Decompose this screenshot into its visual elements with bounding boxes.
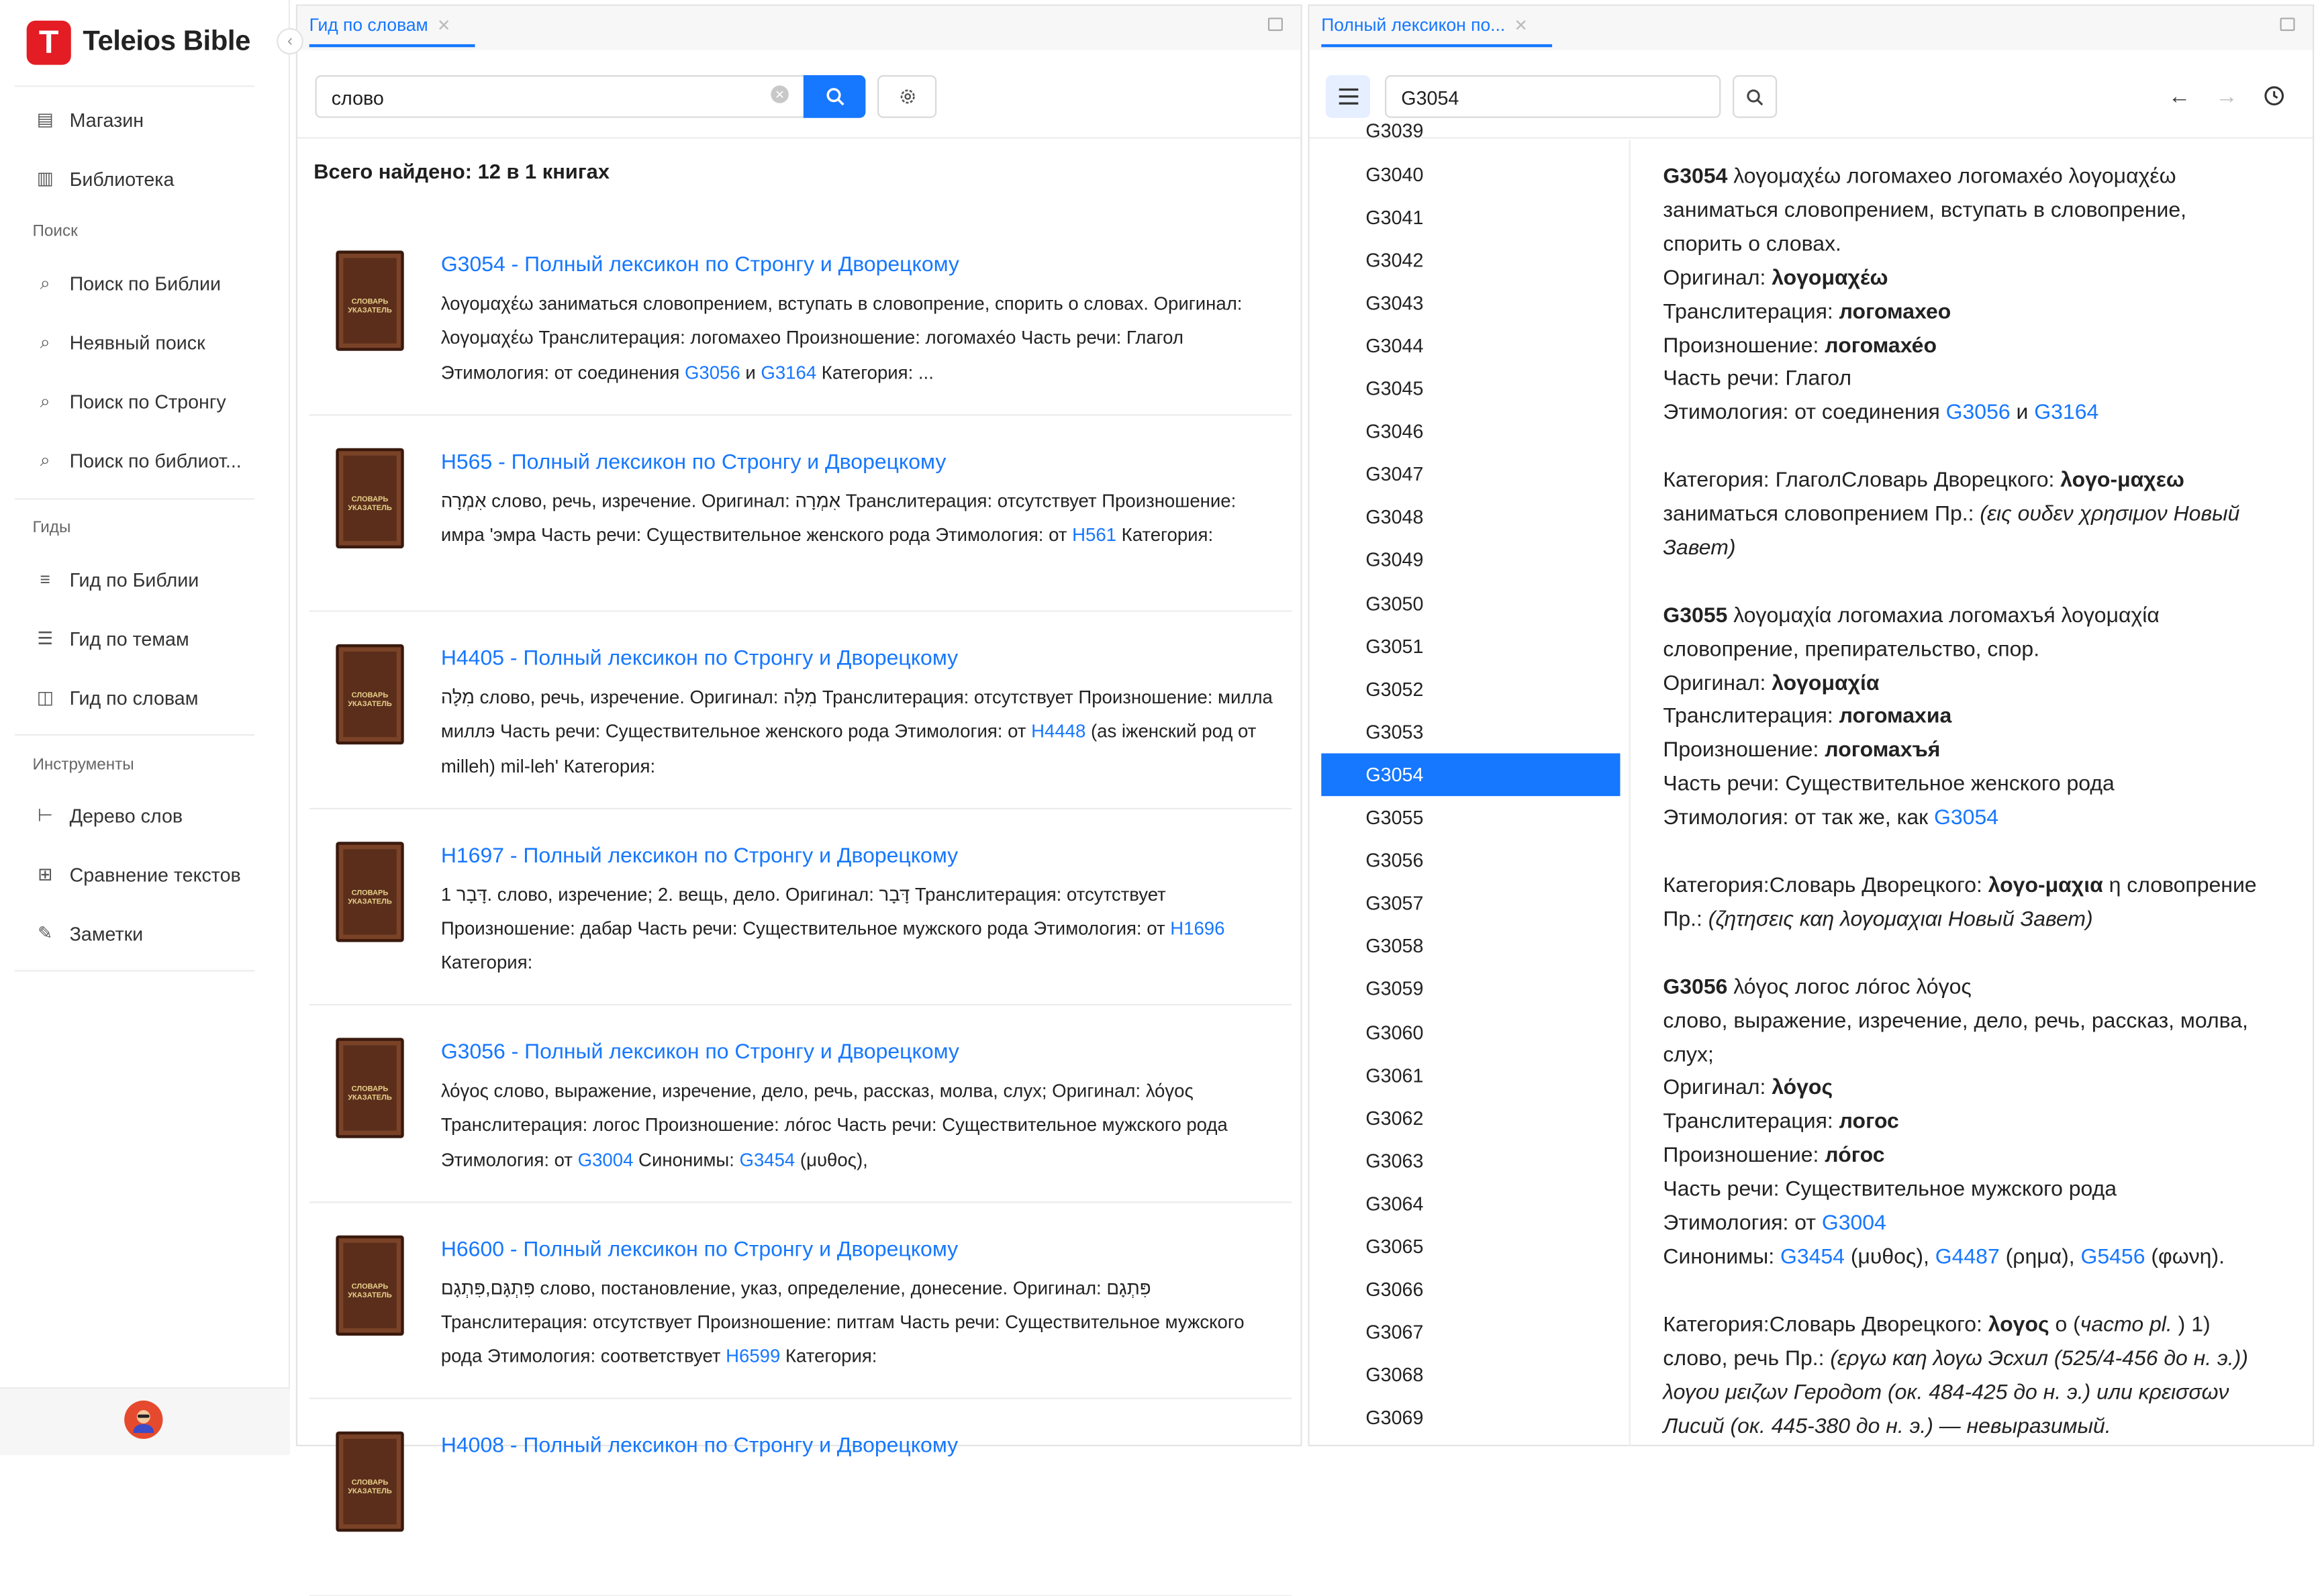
entry-line [1663,768,2292,802]
code-list-item[interactable]: G3057 [1365,892,1424,915]
entry-text: Этимология: от соединения [1663,401,1946,426]
entry-line [1663,1377,2292,1410]
code-list-item-selected[interactable]: G3054 [1321,753,1620,796]
sidebar-item-compare[interactable] [36,858,241,890]
entry-text: спорить о словах. [1663,232,1841,256]
entry-line [1663,499,2292,532]
menu-icon [1339,89,1358,105]
result-snippet: 1 דָּבָר. слово, изречение; 2. вещь, дело. Оригинал: דָּבָר Транслитерация: отсутствует Произношение: дабар Часть речи: Существительное мужского рода Этимология: от H1696 Категория: [440,883,1225,973]
lexicon-entry [1663,160,2292,566]
entry-line [1663,532,2292,566]
code-list-item[interactable]: G3058 [1365,935,1424,958]
entry-bold-text: λόγος [1772,1077,1833,1101]
sidebar-item-bible-search[interactable] [36,267,221,299]
result-item[interactable] [309,612,1292,809]
strong-ref-link[interactable]: H6599 [726,1346,781,1367]
strong-code-input[interactable]: G3054 [1385,75,1721,118]
sidebar-item-library-search[interactable] [36,444,242,476]
entry-italic-text: Завет) [1663,536,1736,560]
result-item[interactable] [309,1399,1292,1596]
entry-text: λόγος логос ло́гос λόγος [1727,975,1972,999]
result-title-link[interactable]: H6600 - Полный лексикон по Стронгу и Дворецкому [440,1238,959,1262]
sidebar-divider [15,970,254,971]
code-list-item[interactable]: G3042 [1365,248,1424,271]
notes-icon: ✎ [38,923,53,944]
code-list-item[interactable]: G3052 [1365,677,1424,700]
book-cover-title: СЛОВАРЬ УКАЗАТЕЛЬ [348,1085,392,1103]
strong-ref-link[interactable]: H1696 [1170,918,1225,939]
entry-line [1663,1342,2292,1376]
sidebar-divider [15,85,254,87]
entry-bold-text: логос [1839,1110,1899,1134]
entry-bold-text: λογο-μαχεω [2060,468,2184,493]
entry-text: Произношение: [1663,334,1825,358]
book-cover-title: СЛОВАРЬ УКАЗАТЕЛЬ [348,1479,392,1497]
entry-bold-text: логомахео [1839,300,1951,324]
code-list-item[interactable]: G3068 [1365,1364,1424,1387]
entry-text: Произношение: [1663,739,1825,763]
tab-bar [1310,6,2313,50]
entry-text: Категория:Словарь Дворецкого: [1663,1313,1988,1337]
code-list-item[interactable]: G3049 [1365,548,1424,571]
close-icon[interactable]: ✕ [436,17,451,36]
code-list-item[interactable]: G3039 [1365,119,1424,142]
lexicon-panel [1308,5,2314,1446]
lexicon-definition [1663,160,2292,1443]
code-list-item[interactable]: G3051 [1365,634,1424,657]
entry-gap [1663,566,2292,599]
sidebar-heading-guides: Гиды [32,519,71,537]
settings-button[interactable] [877,75,936,118]
logo-mark-icon: T [27,21,71,65]
result-title-link[interactable]: H4008 - Полный лексикон по Стронгу и Дворецкому [440,1434,959,1458]
bible-guide-icon: ≡ [40,568,50,590]
entry-text: слово, речь Пр.: [1663,1347,1831,1371]
sidebar-item-label: Сравнение текстов [69,863,241,886]
entry-bold-text: логомахиа [1839,705,1952,730]
sidebar-heading-search: Поиск [32,222,78,241]
sidebar-item-bible-guide[interactable] [36,563,199,595]
sidebar-divider [15,734,254,736]
entry-text: Транслитерация: [1663,705,1839,730]
strong-code-list [1310,119,1631,1446]
word-guide-panel [296,5,1302,1497]
entry-line [1663,1309,2292,1342]
compare-icon: ⊞ [38,864,53,885]
code-list-item[interactable]: G3061 [1365,1064,1424,1087]
code-list-item[interactable]: G3063 [1365,1149,1424,1172]
entry-line [1663,667,2292,701]
entry-text: Категория:Словарь Дворецкого: [1663,874,1988,898]
user-avatar-icon[interactable] [124,1401,162,1439]
code-list-item[interactable]: G3059 [1365,978,1424,1001]
entry-line [1663,1174,2292,1207]
entry-bold-text: λογομαχέω [1772,266,1888,291]
code-list-item[interactable]: G3043 [1365,291,1424,314]
result-snippet: λογομαχέω заниматься словопрением, вступать в словопрение, спорить о словах. Оригинал: λογομαχέω Транслитерация: логомахео Произношение: логомахе́о Часть речи: Глагол Этимология: от соединения G3056 и G3164 Категория: ... [440,293,1243,383]
sidebar-item-label: Неявный поиск [69,331,205,354]
entry-line [1663,330,2292,363]
chevron-left-icon: ‹ [287,32,293,50]
entry-text: (ρημα), [1999,1246,2081,1270]
entry-italic-text: часто pl. [2080,1313,2172,1337]
code-list-item[interactable]: G3050 [1365,591,1424,614]
word-guide-icon: ◫ [36,687,54,708]
entry-text: заниматься словопрением, вступать в словопрение, [1663,199,2187,223]
code-list-item[interactable]: G3067 [1365,1321,1424,1344]
sidebar [0,0,290,1455]
entry-text: Часть речи: Существительное мужского рода [1663,1178,2117,1202]
store-icon: ▤ [36,109,54,130]
sidebar-item-label: Библиотека [69,167,175,190]
sidebar-item-store[interactable] [36,103,144,136]
book-cover-image [336,250,403,350]
entry-bold-text: логомахъя́ [1825,739,1941,763]
library-search-icon: ⌕ [40,448,50,470]
result-snippet: מִלָּה слово, речь, изречение. Оригинал: מִלָּה Транслитерация: отсутствует Произношение: милла миллэ Часть речи: Существительное женского рода Этимология: от H4448 (as iженский род от milleh) mil-leh' Категория: [440,687,1273,777]
entry-text: Транслитерация: [1663,1110,1839,1134]
result-title-link[interactable]: H565 - Полный лексикон по Стронгу и Дворецкому [440,450,947,475]
sidebar-divider [15,498,254,499]
word-tree-icon: ⊢ [37,805,53,826]
entry-line [1663,1039,2292,1073]
entry-text: Часть речи: Глагол [1663,367,1852,392]
book-cover-image [336,448,403,548]
entry-line [1663,1073,2292,1106]
entry-bold-text: λογος [1988,1313,2049,1337]
results-count: Всего найдено: 12 в 1 книгах [313,159,610,183]
entry-line [1663,262,2292,295]
entry-text: ο ( [2049,1313,2080,1337]
search-icon [825,87,844,107]
book-cover-image [336,644,403,744]
strong-ref-link[interactable]: H4448 [1031,721,1086,742]
sidebar-item-label: Поиск по Библии [69,272,222,295]
entry-text: заниматься словопрением Пр.: [1663,503,1980,527]
bible-search-icon: ⌕ [40,272,50,293]
entry-line [1663,160,2292,194]
strong-ref-link[interactable]: G3164 [2034,401,2099,426]
sidebar-item-label: Гид по словам [69,686,199,709]
entry-italic-text: (εις ουδεν χρησιμον Новый [1980,503,2240,527]
lexicon-entry [1663,600,2292,938]
entry-italic-text: Лисий (ок. 445-380 до н. э.) — невыразимый. [1663,1414,2111,1438]
entry-line [1663,1275,2292,1309]
sidebar-item-notes[interactable] [36,917,143,949]
tab-label: Полный лексикон по... [1321,14,1506,36]
result-item[interactable] [309,218,1292,415]
entry-line [1663,870,2292,903]
entry-text: η словопрение [2102,874,2257,898]
entry-line [1663,903,2292,937]
topic-guide-icon: ☰ [37,628,54,649]
result-snippet: אִמְרָה слово, речь, изречение. Оригинал: אִמְרָה Транслитерация: отсутствует Произношение: имра 'эмра Часть речи: Существительное женского рода Этимология: от H561 Категория: [440,490,1237,546]
result-title-link[interactable]: G3056 - Полный лексикон по Стронгу и Дворецкому [440,1040,959,1064]
strong-ref-link[interactable]: G3056 [1945,401,2011,426]
entry-text: λογομαχία логомахиа логомахъя́ λογομαχία [1727,604,2160,628]
sidebar-item-word-guide[interactable] [36,681,199,713]
entry-text: Оригинал: [1663,671,1772,695]
code-list-item[interactable]: G3048 [1365,506,1424,529]
entry-text: (φωνη). [2145,1246,2225,1270]
entry-text: и [2010,401,2035,426]
strong-ref-link[interactable]: G4487 [1935,1246,2000,1270]
book-cover-title: СЛОВАРЬ УКАЗАТЕЛЬ [348,888,392,906]
entry-line [1663,600,2292,634]
result-title-link[interactable]: G3054 - Полный лексикон по Стронгу и Дворецкому [440,253,959,277]
result-item[interactable] [309,415,1292,611]
strong-ref-link[interactable]: G3004 [1821,1211,1886,1236]
sidebar-item-label: Гид по Библии [69,568,199,591]
app-logo[interactable] [27,21,250,65]
entry-line [1663,431,2292,464]
code-search-button[interactable] [1733,75,1777,118]
code-list-item[interactable]: G3056 [1365,849,1424,872]
tab-lexicon[interactable] [1321,15,1551,47]
entry-line [1663,195,2292,228]
code-list-item[interactable]: G3041 [1365,205,1424,228]
search-icon [1746,88,1763,105]
entry-text: Категория: ГлаголСловарь Дворецкого: [1663,468,2061,493]
gear-icon [898,87,917,107]
strong-ref-link[interactable]: G5456 [2080,1246,2145,1270]
sidebar-item-label: Поиск по Стронгу [69,390,226,412]
sidebar-item-library[interactable] [36,162,174,195]
entry-line [1663,701,2292,734]
code-list-item[interactable]: G3066 [1365,1278,1424,1301]
entry-italic-text: (ζητησεις καη λογομαχιαι Новый Завет) [1708,907,2093,932]
entry-text: ) 1) [2172,1313,2211,1337]
entry-line [1663,363,2292,397]
result-item[interactable] [309,1005,1292,1202]
sidebar-item-label: Магазин [69,108,144,131]
entry-line [1663,836,2292,870]
entry-text: Произношение: [1663,1144,1825,1168]
entry-line [1663,228,2292,262]
sidebar-heading-tools: Инструменты [32,756,134,775]
entry-text: слух; [1663,1043,1714,1067]
strong-ref-link[interactable]: H561 [1072,524,1116,546]
entry-text: λογομαχέω логомахео логомахе́о λογομαχέω [1727,165,2176,189]
code-list-item[interactable]: G3045 [1365,377,1424,400]
results-list [309,218,1292,1596]
search-toolbar [297,50,1300,139]
strong-ref-link[interactable]: G3454 [1780,1246,1845,1270]
entry-bold-text: логомахе́о [1825,334,1937,358]
code-list-item[interactable]: G3060 [1365,1021,1424,1044]
sidebar-item-label: Гид по темам [69,627,189,650]
entry-text: Этимология: от так же, как [1663,806,1935,831]
book-cover-image [336,1038,403,1138]
entry-text: Оригинал: [1663,266,1772,291]
strong-ref-link[interactable]: G3054 [1934,806,1999,831]
entry-line [1663,802,2292,836]
tab-label: Гид по словам [309,14,428,36]
clear-icon[interactable]: ✕ [771,85,788,103]
sidebar-item-strong-search[interactable] [36,385,226,417]
entry-italic-text: (εργω καη λογω Эсхил (525/4-456 до н. э.)) [1830,1347,2248,1371]
entry-gap [1663,938,2292,971]
entry-text: словопрение, препирательство, спор. [1663,638,2040,662]
entry-text: (μυθος), [1844,1246,1935,1270]
book-cover-title: СЛОВАРЬ УКАЗАТЕЛЬ [348,1281,392,1300]
search-button[interactable] [804,75,866,118]
sidebar-item-fuzzy-search[interactable] [36,326,205,358]
strong-ref-link[interactable]: G3454 [739,1149,795,1170]
strong-ref-link[interactable]: G3164 [761,362,817,383]
code-list-item[interactable]: G3064 [1365,1192,1424,1215]
collapse-sidebar-button[interactable] [277,28,303,55]
book-cover-image [336,1235,403,1335]
entry-text: слово, выражение, изречение, дело, речь, рассказ, молва, [1663,1009,2248,1033]
tab-word-guide[interactable] [309,15,475,47]
sidebar-item-label: Заметки [69,921,144,944]
result-item[interactable] [309,809,1292,1005]
maximize-icon[interactable] [2280,17,2295,31]
sidebar-item-label: Дерево слов [69,804,183,827]
book-cover-title: СЛОВАРЬ УКАЗАТЕЛЬ [348,494,392,513]
code-list-item[interactable]: G3040 [1365,162,1424,185]
entry-line [1663,1140,2292,1174]
maximize-icon[interactable] [1268,17,1283,31]
result-snippet: λόγος слово, выражение, изречение, дело, речь, рассказ, молва, слух; Оригинал: λόγος Транслитерация: логос Произношение: ло́гос Часть речи: Существительное мужского рода Этимология: от G3004 Синонимы: G3454 (μυθος), [440,1081,1228,1170]
entry-line [1663,397,2292,431]
entry-italic-text: λογου μειζων Геродот (ок. 484-425 до н. э.) или κρεισσων [1663,1381,2229,1405]
result-title-link[interactable]: H1697 - Полный лексикон по Стронгу и Дворецкому [440,844,959,868]
result-title-link[interactable]: H4405 - Полный лексикон по Стронгу и Дворецкому [440,647,959,671]
code-list-item[interactable]: G3065 [1365,1235,1424,1258]
entry-text: Синонимы: [1663,1246,1780,1270]
code-list-item[interactable]: G3047 [1365,463,1424,486]
sidebar-item-label: Поиск по библиот... [69,448,242,471]
entry-text: Оригинал: [1663,1077,1772,1101]
entry-text: Транслитерация: [1663,300,1839,324]
entry-bold-text: G3055 [1663,604,1728,628]
book-cover-image [336,841,403,941]
entry-text: Пр.: [1663,907,1708,932]
entry-line [1663,735,2292,768]
search-input[interactable]: слово [315,75,803,118]
close-icon[interactable]: ✕ [1514,17,1528,36]
entry-line [1663,1410,2292,1444]
book-cover-title: СЛОВАРЬ УКАЗАТЕЛЬ [348,691,392,709]
forward-arrow-icon[interactable]: → [2215,83,2238,109]
entry-text: Часть речи: Существительное женского рода [1663,772,2115,797]
entry-bold-text: G3054 [1663,165,1728,189]
tab-bar [297,6,1300,50]
code-list-item[interactable]: G3046 [1365,420,1424,443]
strong-ref-link[interactable]: G3056 [684,362,740,383]
entry-line [1663,971,2292,1005]
back-arrow-icon[interactable]: ← [2168,83,2191,109]
library-icon: ▥ [36,168,54,189]
entry-line [1663,464,2292,498]
entry-bold-text: G3056 [1663,975,1728,999]
book-cover-image [336,1432,403,1532]
entry-line [1663,1207,2292,1241]
strong-ref-link[interactable]: G3004 [577,1149,634,1170]
entry-line [1663,1241,2292,1275]
entry-line [1663,296,2292,330]
entry-line [1663,1106,2292,1140]
result-snippet: פִּתְגָּם,פִּתְגָם слово, постановление, указ, определение, донесение. Оригинал: פִּתְגָם Транслитерация: отсутствует Произношение: питгам Часть речи: Существительное мужского рода Этимология: соответствует H6599 Категория: [440,1277,1245,1367]
sidebar-item-topic-guide[interactable] [36,622,189,654]
entry-bold-text: λογομαχία [1772,671,1880,695]
book-cover-title: СЛОВАРЬ УКАЗАТЕЛЬ [348,297,392,316]
code-list-item[interactable]: G3069 [1365,1407,1424,1430]
code-list-item[interactable]: G3053 [1365,720,1424,743]
entry-bold-text: λογο-μαχια [1988,874,2103,898]
entry-line [1663,634,2292,667]
sidebar-item-word-tree[interactable] [36,799,183,832]
entry-line [1663,1005,2292,1038]
code-list-item[interactable]: G3044 [1365,334,1424,357]
code-list-item[interactable]: G3055 [1365,806,1424,829]
history-icon[interactable] [2261,83,2288,109]
lexicon-entry [1663,971,2292,1444]
fuzzy-search-icon: ⌕ [40,331,50,352]
entry-bold-text: ло́гос [1825,1144,1885,1168]
app-name: Teleios Bible [83,26,250,58]
strong-search-icon: ⌕ [40,390,50,411]
result-item[interactable] [309,1202,1292,1399]
entry-text: Этимология: от [1663,1211,1822,1236]
code-list-item[interactable]: G3062 [1365,1106,1424,1129]
